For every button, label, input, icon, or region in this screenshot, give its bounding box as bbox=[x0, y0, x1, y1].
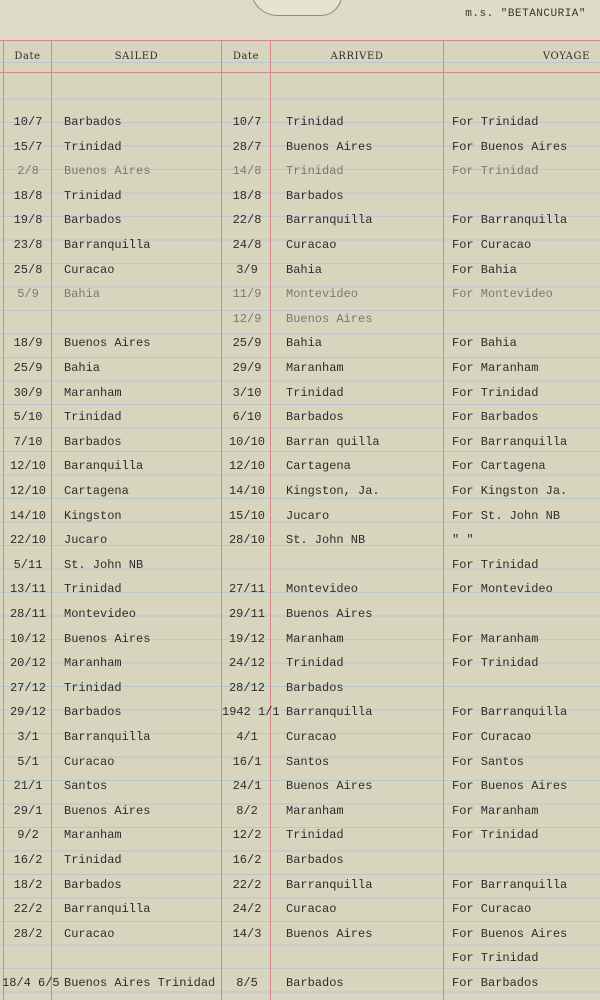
arrived-date-cell: 27/11 bbox=[228, 582, 265, 596]
arrived-port-cell: Barbados bbox=[286, 410, 344, 424]
sailed-port-cell: Barbados bbox=[64, 878, 122, 892]
arrived-port-cell: Maranham bbox=[286, 804, 344, 818]
arrived-port-cell: Trinidad bbox=[286, 164, 344, 178]
table-row bbox=[0, 728, 600, 746]
table-row bbox=[0, 605, 600, 623]
arrived-date-cell: 8/2 bbox=[236, 804, 258, 818]
arrived-port-cell: Curacao bbox=[286, 902, 337, 916]
voyage-cell: For Trinidad bbox=[452, 115, 539, 129]
arrived-date-cell: 29/9 bbox=[232, 361, 262, 375]
arrived-date-cell: 24/1 bbox=[232, 779, 262, 793]
table-row bbox=[0, 310, 600, 328]
table-row bbox=[0, 285, 600, 303]
table-row bbox=[0, 630, 600, 648]
table-row bbox=[0, 384, 600, 402]
sailed-date-cell: 9/2 bbox=[17, 828, 39, 842]
voyage-cell: For Trinidad bbox=[452, 164, 539, 178]
arrived-date-cell: 12/2 bbox=[232, 828, 262, 842]
arrived-port-cell: St. John NB bbox=[286, 533, 366, 547]
sailed-port-cell: Barranquilla bbox=[64, 238, 151, 252]
table-row bbox=[0, 236, 600, 254]
voyage-cell: For Santos bbox=[452, 755, 525, 769]
voyage-cell: For Trinidad bbox=[452, 558, 539, 572]
sailed-date-cell: 5/9 bbox=[17, 287, 39, 301]
voyage-cell: For Curacao bbox=[452, 238, 532, 252]
arrived-port-cell: Buenos Aires bbox=[286, 607, 373, 621]
sailed-port-cell: Curacao bbox=[64, 927, 115, 941]
sailed-port-cell: Maranham bbox=[64, 656, 122, 670]
sailed-date-cell: 7/10 bbox=[13, 435, 43, 449]
sailed-port-cell: Buenos Aires bbox=[64, 632, 151, 646]
voyage-cell: For Buenos Aires bbox=[452, 927, 568, 941]
arrived-port-cell: Barbados bbox=[286, 976, 344, 990]
arrived-port-cell: Buenos Aires bbox=[286, 927, 373, 941]
voyage-cell: For Maranham bbox=[452, 632, 539, 646]
sailed-date-cell: 10/12 bbox=[9, 632, 46, 646]
vessel-name: m.s. "BETANCURIA" bbox=[465, 8, 586, 20]
voyage-cell: For Montevideo bbox=[452, 582, 553, 596]
header-sailed: SAILED bbox=[114, 51, 159, 62]
sailed-port-cell: Bahia bbox=[64, 361, 101, 375]
voyage-cell: For Barbados bbox=[452, 410, 539, 424]
sailed-date-cell: 20/12 bbox=[9, 656, 46, 670]
arrived-date-cell: 22/8 bbox=[232, 213, 262, 227]
voyage-cell: For Buenos Aires bbox=[452, 140, 568, 154]
arrived-date-cell: 3/9 bbox=[236, 263, 258, 277]
table-row bbox=[0, 925, 600, 943]
voyage-cell: For Bahia bbox=[452, 263, 517, 277]
sailed-date-cell: 12/10 bbox=[9, 484, 46, 498]
header-sailed-date: Date bbox=[14, 51, 41, 62]
sailed-date-cell: 22/2 bbox=[13, 902, 43, 916]
table-row bbox=[0, 580, 600, 598]
table-row bbox=[0, 457, 600, 475]
arrived-date-cell: 16/2 bbox=[232, 853, 262, 867]
arrived-port-cell: Santos bbox=[286, 755, 330, 769]
arrived-date-cell: 11/9 bbox=[232, 287, 262, 301]
sailed-date-cell: 29/12 bbox=[9, 705, 46, 719]
voyage-cell: For Trinidad bbox=[452, 656, 539, 670]
sailed-port-cell: Barbados bbox=[64, 435, 122, 449]
sailed-date-cell: 5/1 bbox=[17, 755, 39, 769]
voyage-cell: " " bbox=[452, 533, 474, 547]
sailed-port-cell: Buenos Aires bbox=[64, 336, 151, 350]
sailed-date-cell: 22/10 bbox=[9, 533, 46, 547]
voyage-cell: For Barranquilla bbox=[452, 705, 568, 719]
sailed-date-cell: 2/8 bbox=[17, 164, 39, 178]
arrived-port-cell: Trinidad bbox=[286, 115, 344, 129]
arrived-port-cell: Barranquilla bbox=[286, 705, 373, 719]
sailed-date-cell: 5/10 bbox=[13, 410, 43, 424]
sailed-date-cell: 18/8 bbox=[13, 189, 43, 203]
arrived-date-cell: 6/10 bbox=[232, 410, 262, 424]
sailed-port-cell: Trinidad bbox=[64, 410, 122, 424]
table-row bbox=[0, 187, 600, 205]
arrived-date-cell: 12/9 bbox=[232, 312, 262, 326]
sailed-port-cell: Barranquilla bbox=[64, 902, 151, 916]
sailed-date-cell: 15/7 bbox=[13, 140, 43, 154]
table-row bbox=[0, 703, 600, 721]
sailed-date-cell: 27/12 bbox=[9, 681, 46, 695]
sailed-port-cell: Trinidad bbox=[64, 681, 122, 695]
sailed-date-cell: 13/11 bbox=[9, 582, 46, 596]
sailed-port-cell: Santos bbox=[64, 779, 108, 793]
table-row bbox=[0, 876, 600, 894]
sailed-date-cell: 12/10 bbox=[9, 459, 46, 473]
table-row bbox=[0, 261, 600, 279]
sailed-port-cell: Maranham bbox=[64, 386, 122, 400]
arrived-port-cell: Trinidad bbox=[286, 828, 344, 842]
sailed-port-cell: Buenos Aires bbox=[64, 804, 151, 818]
arrived-date-cell: 15/10 bbox=[228, 509, 265, 523]
arrived-port-cell: Bahia bbox=[286, 336, 323, 350]
table-row bbox=[0, 679, 600, 697]
sailed-port-cell: Barbados bbox=[64, 705, 122, 719]
table-row bbox=[0, 556, 600, 574]
arrived-port-cell: Montevideo bbox=[286, 287, 359, 301]
sailed-date-cell: 3/1 bbox=[17, 730, 39, 744]
arrived-port-cell: Buenos Aires bbox=[286, 779, 373, 793]
table-row bbox=[0, 507, 600, 525]
arrived-date-cell: 10/7 bbox=[232, 115, 262, 129]
voyage-cell: For Trinidad bbox=[452, 951, 539, 965]
arrived-port-cell: Barranquilla bbox=[286, 878, 373, 892]
sailed-port-cell: Barranquilla bbox=[64, 730, 151, 744]
sailed-date-cell: 25/9 bbox=[13, 361, 43, 375]
arrived-port-cell: Barbados bbox=[286, 189, 344, 203]
sailed-date-cell: 23/8 bbox=[13, 238, 43, 252]
arrived-port-cell: Trinidad bbox=[286, 386, 344, 400]
table-row bbox=[0, 851, 600, 869]
arrived-date-cell: 14/10 bbox=[228, 484, 265, 498]
sailed-port-cell: St. John NB bbox=[64, 558, 144, 572]
sailed-port-cell: Trinidad bbox=[64, 853, 122, 867]
arrived-date-cell: 12/10 bbox=[228, 459, 265, 473]
sailed-date-cell: 29/1 bbox=[13, 804, 43, 818]
arrived-date-cell: 18/8 bbox=[232, 189, 262, 203]
voyage-cell: For Buenos Aires bbox=[452, 779, 568, 793]
table-row bbox=[0, 753, 600, 771]
table-row bbox=[0, 802, 600, 820]
voyage-cell: For Trinidad bbox=[452, 828, 539, 842]
arrived-date-cell: 25/9 bbox=[232, 336, 262, 350]
sailed-port-cell: Trinidad bbox=[64, 140, 122, 154]
arrived-date-cell: 19/12 bbox=[228, 632, 265, 646]
arrived-date-cell: 22/2 bbox=[232, 878, 262, 892]
voyage-cell: For Barranquilla bbox=[452, 435, 568, 449]
voyage-cell: For Montevideo bbox=[452, 287, 553, 301]
table-row bbox=[0, 826, 600, 844]
sailed-port-cell: Baranquilla bbox=[64, 459, 144, 473]
arrived-date-cell: 14/3 bbox=[232, 927, 262, 941]
arrived-date-cell: 10/10 bbox=[228, 435, 265, 449]
arrived-port-cell: Curacao bbox=[286, 238, 337, 252]
table-row bbox=[0, 654, 600, 672]
arrived-port-cell: Curacao bbox=[286, 730, 337, 744]
table-row bbox=[0, 974, 600, 992]
voyage-cell: For Barranquilla bbox=[452, 878, 568, 892]
sailed-port-cell: Jucaro bbox=[64, 533, 108, 547]
header-arrived: ARRIVED bbox=[330, 51, 384, 62]
table-row bbox=[0, 531, 600, 549]
arrived-port-cell: Kingston, Ja. bbox=[286, 484, 380, 498]
voyage-cell: For Barranquilla bbox=[452, 213, 568, 227]
sailed-date-cell: 28/2 bbox=[13, 927, 43, 941]
voyage-cell: For Kingston Ja. bbox=[452, 484, 568, 498]
table-row bbox=[0, 433, 600, 451]
arrived-port-cell: Bahia bbox=[286, 263, 323, 277]
arrived-date-cell: 1942 1/1 bbox=[222, 705, 280, 719]
arrived-date-cell: 24/2 bbox=[232, 902, 262, 916]
sailed-date-cell: 19/8 bbox=[13, 213, 43, 227]
sailed-port-cell: Curacao bbox=[64, 263, 115, 277]
sailed-date-cell: 25/8 bbox=[13, 263, 43, 277]
arrived-port-cell: Barbados bbox=[286, 853, 344, 867]
voyage-cell: For Maranham bbox=[452, 804, 539, 818]
table-row bbox=[0, 777, 600, 795]
arrived-date-cell: 8/5 bbox=[236, 976, 258, 990]
table-row bbox=[0, 900, 600, 918]
table-row bbox=[0, 482, 600, 500]
sailed-port-cell: Trinidad bbox=[64, 582, 122, 596]
arrived-port-cell: Cartagena bbox=[286, 459, 351, 473]
sailed-port-cell: Curacao bbox=[64, 755, 115, 769]
sailed-port-cell: Buenos Aires Trinidad bbox=[64, 976, 216, 990]
arrived-port-cell: Barbados bbox=[286, 681, 344, 695]
arrived-port-cell: Maranham bbox=[286, 361, 344, 375]
sailed-port-cell: Trinidad bbox=[64, 189, 122, 203]
table-row bbox=[0, 162, 600, 180]
voyage-cell: For Curacao bbox=[452, 730, 532, 744]
arrived-port-cell: Barranquilla bbox=[286, 213, 373, 227]
sailed-port-cell: Kingston bbox=[64, 509, 122, 523]
voyage-cell: For Cartagena bbox=[452, 459, 546, 473]
sailed-date-cell: 30/9 bbox=[13, 386, 43, 400]
sailed-port-cell: Cartagena bbox=[64, 484, 129, 498]
sailed-date-cell: 18/9 bbox=[13, 336, 43, 350]
arrived-port-cell: Barran quilla bbox=[286, 435, 380, 449]
voyage-cell: For Bahia bbox=[452, 336, 517, 350]
arrived-port-cell: Montevideo bbox=[286, 582, 359, 596]
table-row bbox=[0, 138, 600, 156]
arrived-date-cell: 28/10 bbox=[228, 533, 265, 547]
arrived-date-cell: 3/10 bbox=[232, 386, 262, 400]
arrived-date-cell: 24/8 bbox=[232, 238, 262, 252]
table-row bbox=[0, 113, 600, 131]
arrived-port-cell: Jucaro bbox=[286, 509, 330, 523]
table-row bbox=[0, 359, 600, 377]
sailed-date-cell: 28/11 bbox=[9, 607, 46, 621]
sailed-date-cell: 14/10 bbox=[9, 509, 46, 523]
arrived-date-cell: 16/1 bbox=[232, 755, 262, 769]
voyage-cell: For Maranham bbox=[452, 361, 539, 375]
arrived-date-cell: 29/11 bbox=[228, 607, 265, 621]
arrived-date-cell: 24/12 bbox=[228, 656, 265, 670]
arrived-date-cell: 28/12 bbox=[228, 681, 265, 695]
sailed-port-cell: Montevideo bbox=[64, 607, 137, 621]
arrived-port-cell: Maranham bbox=[286, 632, 344, 646]
arrived-port-cell: Buenos Aires bbox=[286, 312, 373, 326]
voyage-cell: For St. John NB bbox=[452, 509, 561, 523]
arrived-date-cell: 4/1 bbox=[236, 730, 258, 744]
voyage-cell: For Barbados bbox=[452, 976, 539, 990]
sailed-port-cell: Maranham bbox=[64, 828, 122, 842]
table-row bbox=[0, 408, 600, 426]
arrived-date-cell: 28/7 bbox=[232, 140, 262, 154]
table-row bbox=[0, 949, 600, 967]
header-voyage: VOYAGE bbox=[542, 51, 590, 62]
arrived-port-cell: Buenos Aires bbox=[286, 140, 373, 154]
sailed-date-cell: 5/11 bbox=[13, 558, 43, 572]
sailed-date-cell: 16/2 bbox=[13, 853, 43, 867]
sailed-date-cell: 10/7 bbox=[13, 115, 43, 129]
table-row bbox=[0, 211, 600, 229]
table-row bbox=[0, 334, 600, 352]
arrived-date-cell: 14/8 bbox=[232, 164, 262, 178]
sailed-date-cell: 21/1 bbox=[13, 779, 43, 793]
sailed-date-cell: 18/4 6/5 bbox=[2, 976, 60, 990]
sailed-date-cell: 18/2 bbox=[13, 878, 43, 892]
sailed-port-cell: Barbados bbox=[64, 115, 122, 129]
voyage-cell: For Curacao bbox=[452, 902, 532, 916]
sailed-port-cell: Barbados bbox=[64, 213, 122, 227]
sailed-port-cell: Buenos Aires bbox=[64, 164, 151, 178]
arrived-port-cell: Trinidad bbox=[286, 656, 344, 670]
header-arrived-date: Date bbox=[232, 51, 260, 62]
sailed-port-cell: Bahia bbox=[64, 287, 101, 301]
voyage-cell: For Trinidad bbox=[452, 386, 539, 400]
